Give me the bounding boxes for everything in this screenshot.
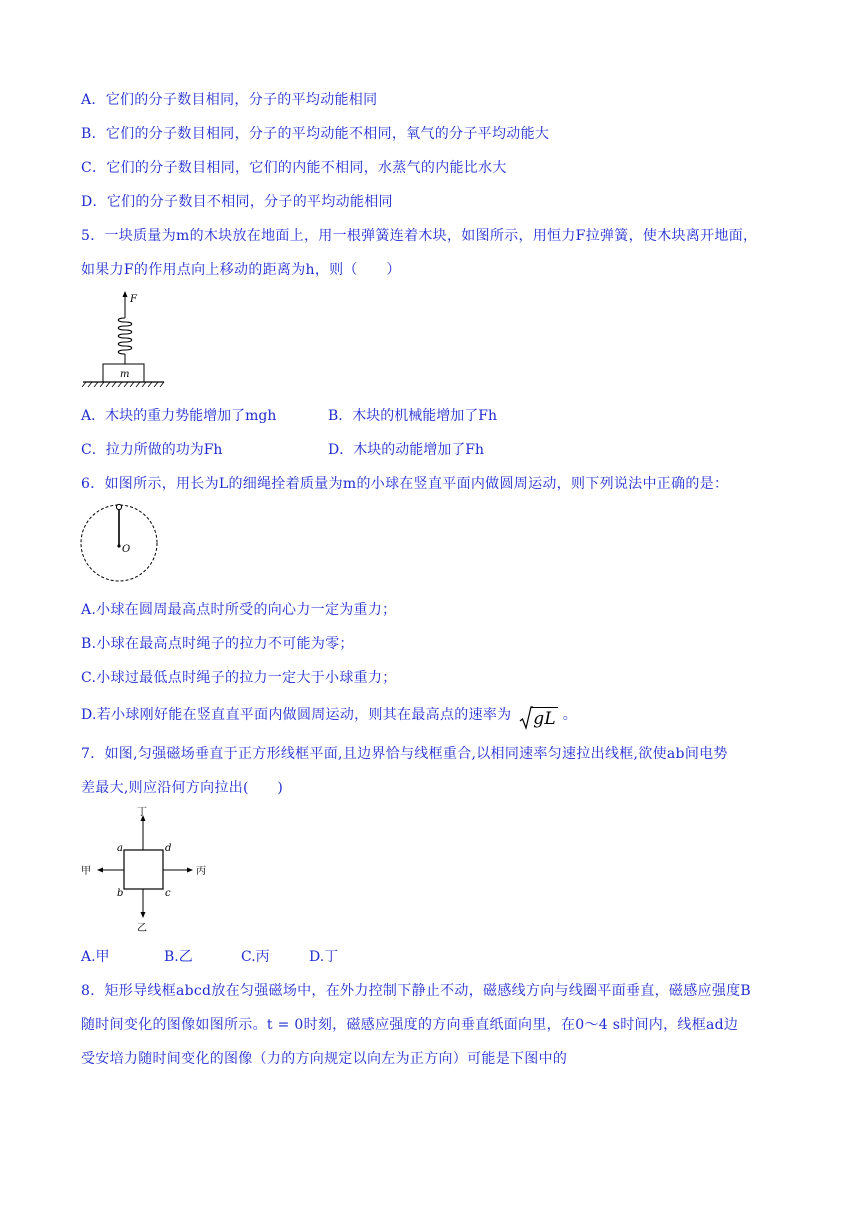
corner-label-c: c xyxy=(165,888,171,899)
q4-option-d: D．它们的分子数目不相同，分子的平均动能相同 xyxy=(81,194,393,210)
spring-coil xyxy=(118,318,132,354)
q7-stem-line2: 差最大,则应沿何方向拉出( ) xyxy=(81,780,284,796)
q5-option-b: B．木块的机械能增加了Fh xyxy=(328,408,498,424)
q6-option-a: A.小球在圆周最高点时所受的向心力一定为重力； xyxy=(81,602,397,618)
corner-label-a: a xyxy=(117,843,123,854)
q8-stem-line2: 随时间变化的图像如图所示。t = 0时刻，磁感应强度的方向垂直纸面向里，在0～4 s时间内，线框ad边 xyxy=(81,1017,739,1033)
force-label: F xyxy=(130,294,137,305)
q5-option-c: C．拉力所做的功为Fh xyxy=(81,442,223,458)
square-frame xyxy=(124,850,163,889)
q4-option-c: C．它们的分子数目相同，它们的内能不相同，水蒸气的内能比水大 xyxy=(81,160,507,176)
center-label: O xyxy=(122,544,131,555)
q7-option-a: A.甲 xyxy=(81,949,110,965)
q7-option-b: B.乙 xyxy=(164,949,193,965)
corner-label-b: b xyxy=(117,888,124,899)
q7-stem-line1: 7．如图,匀强磁场垂直于正方形线框平面,且边界恰与线框重合,以相同速率匀速拉出线框,欲使ab间电势 xyxy=(81,746,728,762)
q7-option-d: D.丁 xyxy=(309,949,339,965)
q6-circle-figure xyxy=(78,500,164,586)
q5-stem-line2: 如果力F的作用点向上移动的距离为h，则（ ） xyxy=(81,262,401,278)
q7-square-frame-figure xyxy=(80,805,220,935)
q6-option-c: C.小球过最低点时绳子的拉力一定大于小球重力； xyxy=(81,670,397,686)
radical-sign xyxy=(519,706,533,730)
q5-option-d: D．木块的动能增加了Fh xyxy=(328,442,484,458)
q8-stem-line3: 受安培力随时间变化的图像（力的方向规定以向左为正方向）可能是下图中的 xyxy=(81,1051,568,1067)
q6-option-d-text: D.若小球刚好能在竖直直平面内做圆周运动，则其在最高点的速率为 xyxy=(81,707,512,723)
q4-option-b: B．它们的分子数目相同，分子的平均动能不相同，氧气的分子平均动能大 xyxy=(81,126,550,142)
q6-option-b: B.小球在最高点时绳子的拉力不可能为零； xyxy=(81,636,354,652)
ball xyxy=(116,504,121,509)
q5-stem-line1: 5．一块质量为m的木块放在地面上，用一根弹簧连着木块，如图所示，用恒力F拉弹簧，使木块离开地面， xyxy=(81,228,758,244)
ground-hatching xyxy=(82,382,164,387)
mass-label: m xyxy=(120,369,130,380)
q6-stem: 6．如图所示，用长为L的细绳拴着质量为m的小球在竖直平面内做圆周运动，则下列说法中正确的是： xyxy=(81,476,729,492)
q5-spring-block-figure xyxy=(80,288,170,390)
corner-label-d: d xyxy=(165,843,172,854)
q6-option-d-end: 。 xyxy=(562,707,578,723)
center-point xyxy=(117,544,120,547)
sqrt-formula xyxy=(519,709,558,729)
dir-label-left: 甲 xyxy=(81,866,91,877)
q4-option-a: A．它们的分子数目相同，分子的平均动能相同 xyxy=(81,92,378,108)
radicand: gL xyxy=(533,709,557,729)
q7-option-c: C.丙 xyxy=(241,949,270,965)
q8-stem-line1: 8．矩形导线框abcd放在匀强磁场中，在外力控制下静止不动，磁感线方向与线圈平面垂直，磁感应强度B xyxy=(81,983,752,999)
dir-label-right: 丙 xyxy=(196,866,206,877)
dir-label-up: 丁 xyxy=(137,807,147,818)
q5-option-a: A．木块的重力势能增加了mgh xyxy=(81,408,277,424)
dir-label-down: 乙 xyxy=(137,923,147,934)
force-arrowhead xyxy=(123,291,128,297)
q6-option-d xyxy=(81,704,577,729)
